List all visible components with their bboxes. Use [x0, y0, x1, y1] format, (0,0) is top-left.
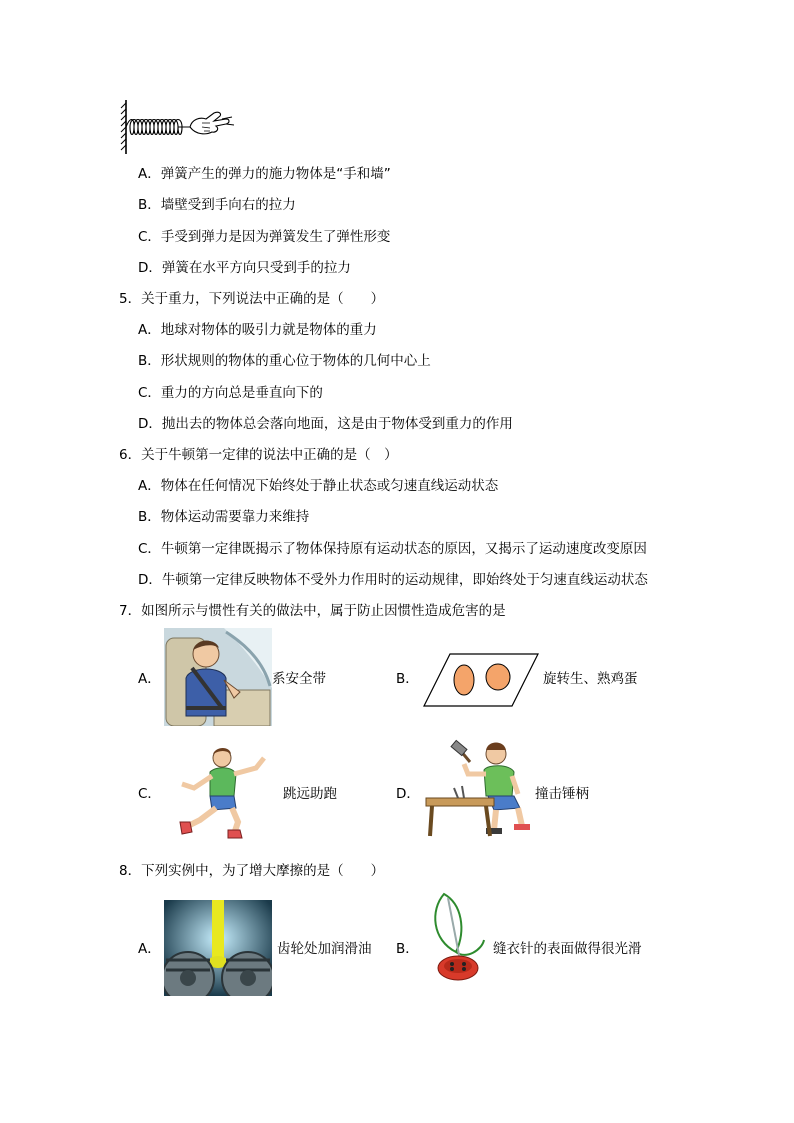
q8-stem: 8．下列实例中，为了增大摩擦的是（ ） — [119, 863, 385, 879]
hammer-bench-illustration — [424, 736, 536, 840]
spring-hand-wall-figure — [118, 97, 236, 157]
q8-b-caption: 缝衣针的表面做得很光滑 — [493, 941, 642, 957]
q5-option-b: B．形状规则的物体的重心位于物体的几何中心上 — [138, 353, 431, 369]
q8-b-letter: B． — [396, 941, 419, 957]
q4-option-c: C．手受到弹力是因为弹簧发生了弹性形变 — [138, 229, 391, 245]
seatbelt-illustration — [164, 628, 272, 726]
q8-a-letter: A． — [138, 941, 161, 957]
q7-stem: 7．如图所示与惯性有关的做法中，属于防止因惯性造成危害的是 — [119, 603, 506, 619]
q7-c-caption: 跳远助跑 — [283, 786, 337, 802]
q7-d-caption: 撞击锤柄 — [535, 786, 589, 802]
eggs-on-table-illustration — [422, 652, 540, 708]
long-jump-runner-illustration — [176, 744, 276, 840]
q5-option-a: A．地球对物体的吸引力就是物体的重力 — [138, 322, 377, 338]
q6-option-b: B．物体运动需要靠力来维持 — [138, 509, 310, 525]
q6-option-d: D．牛顿第一定律反映物体不受外力作用时的运动规律，即始终处于匀速直线运动状态 — [138, 572, 648, 588]
q7-a-letter: A． — [138, 671, 161, 687]
q7-b-caption: 旋转生、熟鸡蛋 — [543, 671, 638, 687]
needle-button-illustration — [426, 890, 488, 990]
q7-a-caption: 系安全带 — [272, 671, 326, 687]
q8-a-caption: 齿轮处加润滑油 — [277, 941, 372, 957]
q7-b-letter: B． — [396, 671, 419, 687]
q7-c-letter: C． — [138, 786, 161, 802]
q5-stem: 5．关于重力，下列说法中正确的是（ ） — [119, 291, 385, 307]
gear-lubricant-photo — [164, 900, 272, 996]
q6-option-c: C．牛顿第一定律既揭示了物体保持原有运动状态的原因，又揭示了运动速度改变原因 — [138, 541, 647, 557]
q6-stem: 6．关于牛顿第一定律的说法中正确的是（ ） — [119, 447, 398, 463]
q5-option-c: C．重力的方向总是垂直向下的 — [138, 385, 323, 401]
q7-d-letter: D． — [396, 786, 420, 802]
q4-option-a: A．弹簧产生的弹力的施力物体是“手和墙” — [138, 166, 391, 182]
q5-option-d: D．抛出去的物体总会落向地面，这是由于物体受到重力的作用 — [138, 416, 513, 432]
q4-option-b: B．墙壁受到手向右的拉力 — [138, 197, 296, 213]
q4-option-d: D．弹簧在水平方向只受到手的拉力 — [138, 260, 351, 276]
q6-option-a: A．物体在任何情况下始终处于静止状态或匀速直线运动状态 — [138, 478, 499, 494]
